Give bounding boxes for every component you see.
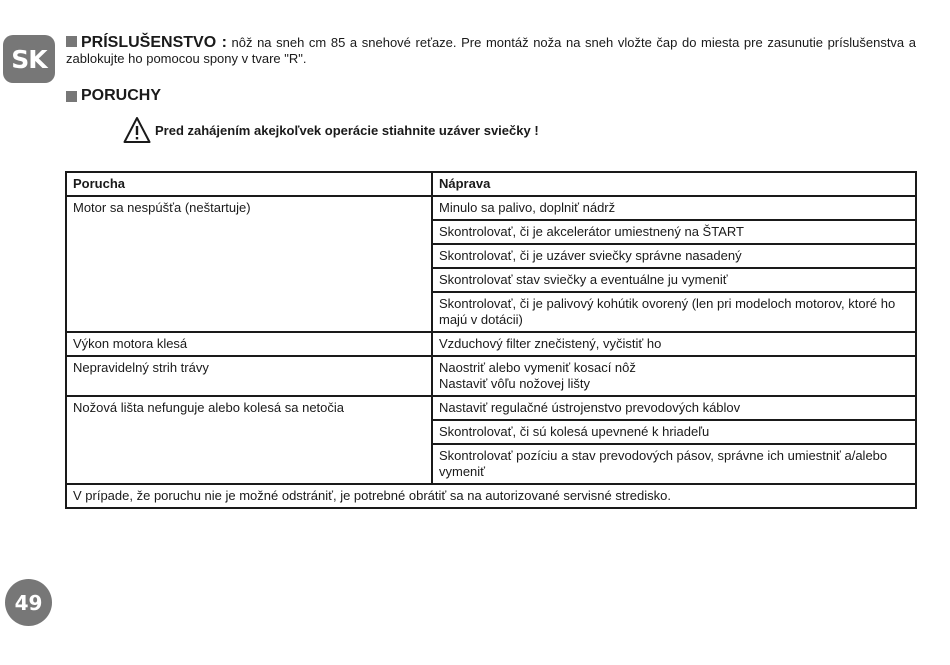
faults-heading [66, 87, 161, 105]
faults-heading-text: PORUCHY [81, 87, 162, 104]
square-bullet-icon [66, 91, 77, 102]
header-remedy: Náprava [432, 172, 916, 196]
remedy-cell: Skontrolovať, či sú kolesá upevnené k hriadeľu [432, 420, 916, 444]
remedy-cell: Skontrolovať, či je uzáver sviečky správne nasadený [432, 244, 916, 268]
remedy-cell: Naostriť alebo vymeniť kosací nôž Nastaviť vôľu nožovej lišty [432, 356, 916, 396]
table-row [66, 332, 916, 356]
remedy-cell: Skontrolovať, či je akcelerátor umiestnený na ŠTART [432, 220, 916, 244]
table-header-row [66, 172, 916, 196]
fault-cell: Výkon motora klesá [66, 332, 432, 356]
accessories-text: nôž na sneh cm 85 a snehové reťaze. Pre montáž noža na sneh vložte čap do miesta pre zasunutie príslušenstva a zablokujte ho pomocou spony v tvare "R". [66, 35, 916, 66]
remedy-cell: Skontrolovať pozíciu a stav prevodových pásov, správne ich umiestniť a/alebo vymeniť [432, 444, 916, 484]
remedy-cell: Skontrolovať stav sviečky a eventuálne ju vymeniť [432, 268, 916, 292]
accessories-title: PRÍSLUŠENSTVO : [81, 34, 227, 51]
warning-triangle-icon [123, 116, 151, 144]
square-bullet-icon [66, 36, 77, 47]
language-tab: SK [3, 35, 55, 83]
remedy-cell: Skontrolovať, či je palivový kohútik ovorený (len pri modeloch motorov, ktoré ho majú v dotácii) [432, 292, 916, 332]
accessories-paragraph [66, 35, 916, 67]
table-footer-row [66, 484, 916, 508]
fault-cell: Motor sa nespúšťa (neštartuje) [66, 196, 432, 332]
remedy-cell: Nastaviť regulačné ústrojenstvo prevodových káblov [432, 396, 916, 420]
warning-notice [123, 116, 539, 144]
table-row [66, 356, 916, 396]
table-row [66, 396, 916, 420]
table-row [66, 196, 916, 220]
fault-cell: Nožová lišta nefunguje alebo kolesá sa netočia [66, 396, 432, 484]
warning-text: Pred zahájením akejkoľvek operácie stiahnite uzáver sviečky ! [155, 122, 539, 138]
fault-cell: Nepravidelný strih trávy [66, 356, 432, 396]
remedy-cell: Vzduchový filter znečistený, vyčistiť ho [432, 332, 916, 356]
troubleshooting-table [65, 171, 917, 509]
remedy-cell: Minulo sa palivo, doplniť nádrž [432, 196, 916, 220]
header-fault: Porucha [66, 172, 432, 196]
page-number: 49 [5, 579, 52, 626]
footer-note: V prípade, že poruchu nie je možné odstrániť, je potrebné obrátiť sa na autorizované servisné stredisko. [66, 484, 916, 508]
